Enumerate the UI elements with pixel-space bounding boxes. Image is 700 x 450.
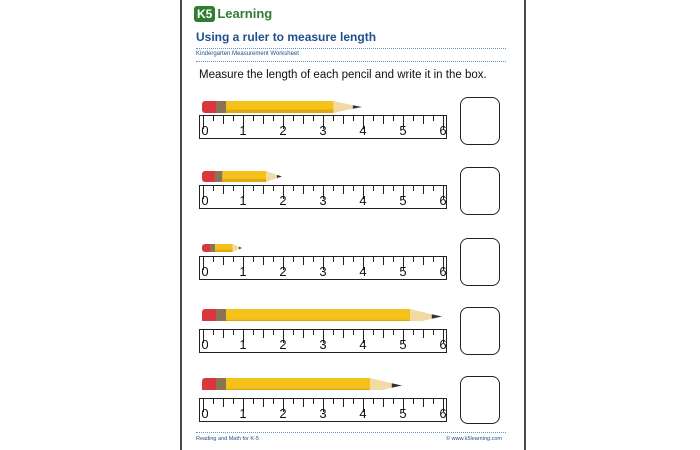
ruler-tick: [433, 257, 434, 262]
logo-badge: K5: [194, 6, 215, 22]
ruler-label: 6: [439, 264, 447, 279]
pencil-stripe: [215, 249, 232, 251]
pencil-ferrule: [216, 309, 226, 321]
ruler-tick: [413, 257, 414, 262]
ruler-tick: [433, 399, 434, 404]
ruler-label: 5: [399, 337, 407, 352]
ruler-tick: [213, 186, 214, 191]
pencil: [202, 378, 404, 390]
ruler-tick: [223, 399, 224, 407]
ruler-tick: [333, 399, 334, 404]
pencil-lead: [277, 175, 282, 178]
ruler-tick: [373, 257, 374, 262]
ruler-tick: [303, 399, 304, 407]
ruler-tick: [233, 116, 234, 121]
pencil-lead: [392, 383, 402, 388]
ruler-label: 5: [399, 406, 407, 421]
ruler-tick: [313, 116, 314, 121]
ruler-tick: [303, 257, 304, 265]
ruler: [199, 115, 447, 139]
answer-box[interactable]: [460, 376, 500, 424]
ruler-label: 1: [239, 193, 247, 208]
footer-divider: [196, 432, 506, 433]
ruler-tick: [333, 257, 334, 262]
ruler-tick: [393, 257, 394, 262]
ruler-tick: [343, 116, 344, 124]
pencil-body: [226, 378, 370, 390]
ruler-label: 0: [201, 193, 209, 208]
ruler-label: 5: [399, 264, 407, 279]
k5-learning-logo: [194, 5, 272, 23]
ruler-label: 3: [319, 406, 327, 421]
ruler-label: 4: [359, 337, 367, 352]
ruler-tick: [293, 186, 294, 191]
ruler-label: 1: [239, 337, 247, 352]
ruler-tick: [433, 330, 434, 335]
ruler-tick: [213, 116, 214, 121]
answer-box[interactable]: [460, 97, 500, 145]
ruler-label: 3: [319, 193, 327, 208]
worksheet-page: [180, 0, 526, 450]
ruler-tick: [263, 116, 264, 124]
ruler-tick: [273, 116, 274, 121]
ruler-label: 2: [279, 406, 287, 421]
ruler-label: 4: [359, 123, 367, 138]
pencil-ferrule: [215, 171, 223, 182]
answer-box[interactable]: [460, 167, 500, 215]
pencil: [202, 244, 244, 256]
pencil-ferrule: [210, 244, 215, 252]
ruler-tick: [353, 257, 354, 262]
ruler-label: 2: [279, 193, 287, 208]
ruler-tick: [423, 257, 424, 265]
ruler-tick: [393, 116, 394, 121]
pencil-wood-tip: [410, 309, 432, 321]
ruler-tick: [263, 257, 264, 265]
ruler-tick: [343, 186, 344, 194]
title-divider: [196, 48, 506, 49]
ruler-tick: [333, 186, 334, 191]
ruler-tick: [273, 330, 274, 335]
ruler-tick: [353, 399, 354, 404]
ruler-tick: [433, 186, 434, 191]
ruler-tick: [383, 116, 384, 124]
pencil-stripe: [226, 389, 370, 390]
ruler-tick: [373, 116, 374, 121]
ruler-label: 5: [399, 123, 407, 138]
ruler-tick: [213, 330, 214, 335]
ruler-tick: [273, 186, 274, 191]
ruler-tick: [313, 399, 314, 404]
ruler-tick: [303, 116, 304, 124]
ruler: [199, 256, 447, 280]
ruler-tick: [303, 330, 304, 338]
ruler-label: 2: [279, 264, 287, 279]
ruler-tick: [233, 399, 234, 404]
ruler-label: 6: [439, 406, 447, 421]
ruler-tick: [413, 399, 414, 404]
ruler-tick: [413, 116, 414, 121]
ruler-label: 6: [439, 193, 447, 208]
ruler-label: 4: [359, 193, 367, 208]
ruler-tick: [273, 399, 274, 404]
ruler-label: 2: [279, 123, 287, 138]
ruler-tick: [343, 399, 344, 407]
ruler-tick: [313, 257, 314, 262]
pencil-ferrule: [216, 378, 226, 390]
ruler-label: 4: [359, 406, 367, 421]
ruler-tick: [273, 257, 274, 262]
ruler-label: 4: [359, 264, 367, 279]
ruler-tick: [373, 399, 374, 404]
exercise-row: [182, 95, 524, 165]
ruler-tick: [213, 399, 214, 404]
ruler-label: 0: [201, 123, 209, 138]
ruler-tick: [393, 330, 394, 335]
page-title: Using a ruler to measure length: [196, 30, 377, 44]
ruler-tick: [303, 186, 304, 194]
ruler-tick: [383, 186, 384, 194]
ruler-label: 1: [239, 264, 247, 279]
subtitle-divider: [196, 61, 506, 62]
ruler-tick: [423, 399, 424, 407]
ruler-tick: [383, 330, 384, 338]
pencil-wood-tip: [266, 171, 277, 182]
ruler-label: 5: [399, 193, 407, 208]
ruler-label: 2: [279, 337, 287, 352]
ruler-tick: [213, 257, 214, 262]
ruler-tick: [263, 399, 264, 407]
ruler-tick: [413, 186, 414, 191]
ruler-tick: [333, 116, 334, 121]
ruler-label: 1: [239, 406, 247, 421]
pencil-wood-tip: [233, 244, 239, 252]
pencil-stripe: [226, 320, 410, 321]
pencil: [202, 101, 364, 113]
ruler-tick: [423, 330, 424, 338]
ruler-tick: [423, 186, 424, 194]
pencil: [202, 309, 444, 321]
ruler: [199, 185, 447, 209]
ruler-tick: [263, 330, 264, 338]
ruler-tick: [293, 116, 294, 121]
ruler-tick: [413, 330, 414, 335]
ruler-label: 3: [319, 337, 327, 352]
ruler-tick: [223, 257, 224, 265]
ruler-label: 0: [201, 264, 209, 279]
ruler-tick: [383, 257, 384, 265]
ruler-tick: [293, 257, 294, 262]
ruler-tick: [293, 330, 294, 335]
ruler-tick: [373, 186, 374, 191]
ruler-tick: [313, 186, 314, 191]
ruler-tick: [223, 116, 224, 124]
ruler-tick: [253, 116, 254, 121]
ruler-tick: [253, 399, 254, 404]
ruler-tick: [383, 399, 384, 407]
ruler-label: 0: [201, 406, 209, 421]
exercise-row: [182, 165, 524, 235]
pencil-lead: [353, 105, 362, 109]
exercise-row: [182, 236, 524, 306]
pencil-stripe: [226, 109, 333, 112]
ruler-tick: [373, 330, 374, 335]
answer-box[interactable]: [460, 238, 500, 286]
ruler-tick: [393, 186, 394, 191]
ruler-tick: [343, 330, 344, 338]
ruler-tick: [393, 399, 394, 404]
ruler-tick: [353, 186, 354, 191]
logo-text: Learning: [217, 6, 273, 21]
ruler-tick: [253, 330, 254, 335]
pencil-lead: [239, 246, 242, 248]
ruler-tick: [253, 186, 254, 191]
ruler-tick: [353, 330, 354, 335]
ruler-label: 1: [239, 123, 247, 138]
pencil: [202, 171, 284, 183]
ruler-tick: [233, 257, 234, 262]
ruler-tick: [253, 257, 254, 262]
ruler: [199, 329, 447, 353]
pencil-ferrule: [216, 101, 226, 113]
pencil-body: [226, 309, 410, 321]
ruler-tick: [223, 186, 224, 194]
pencil-wood-tip: [333, 101, 352, 113]
ruler-tick: [353, 116, 354, 121]
ruler-tick: [343, 257, 344, 265]
ruler-tick: [433, 116, 434, 121]
pencil-wood-tip: [370, 378, 392, 390]
ruler-tick: [313, 330, 314, 335]
pencil-stripe: [222, 179, 266, 182]
footer-left: Reading and Math for K-5: [196, 436, 259, 442]
ruler-tick: [223, 330, 224, 338]
page-subtitle: Kindergarten Measurement Worksheet: [196, 51, 299, 57]
ruler-label: 3: [319, 123, 327, 138]
ruler-label: 6: [439, 337, 447, 352]
ruler: [199, 398, 447, 422]
ruler-tick: [333, 330, 334, 335]
footer-right: © www.k5learning.com: [445, 436, 502, 442]
instructions: Measure the length of each pencil and write it in the box.: [199, 69, 487, 81]
pencil-lead: [432, 314, 442, 319]
ruler-tick: [423, 116, 424, 124]
ruler-label: 3: [319, 264, 327, 279]
answer-box[interactable]: [460, 307, 500, 355]
ruler-tick: [233, 330, 234, 335]
ruler-label: 0: [201, 337, 209, 352]
exercise-row: [182, 307, 524, 377]
ruler-label: 6: [439, 123, 447, 138]
ruler-tick: [293, 399, 294, 404]
ruler-tick: [263, 186, 264, 194]
ruler-tick: [233, 186, 234, 191]
